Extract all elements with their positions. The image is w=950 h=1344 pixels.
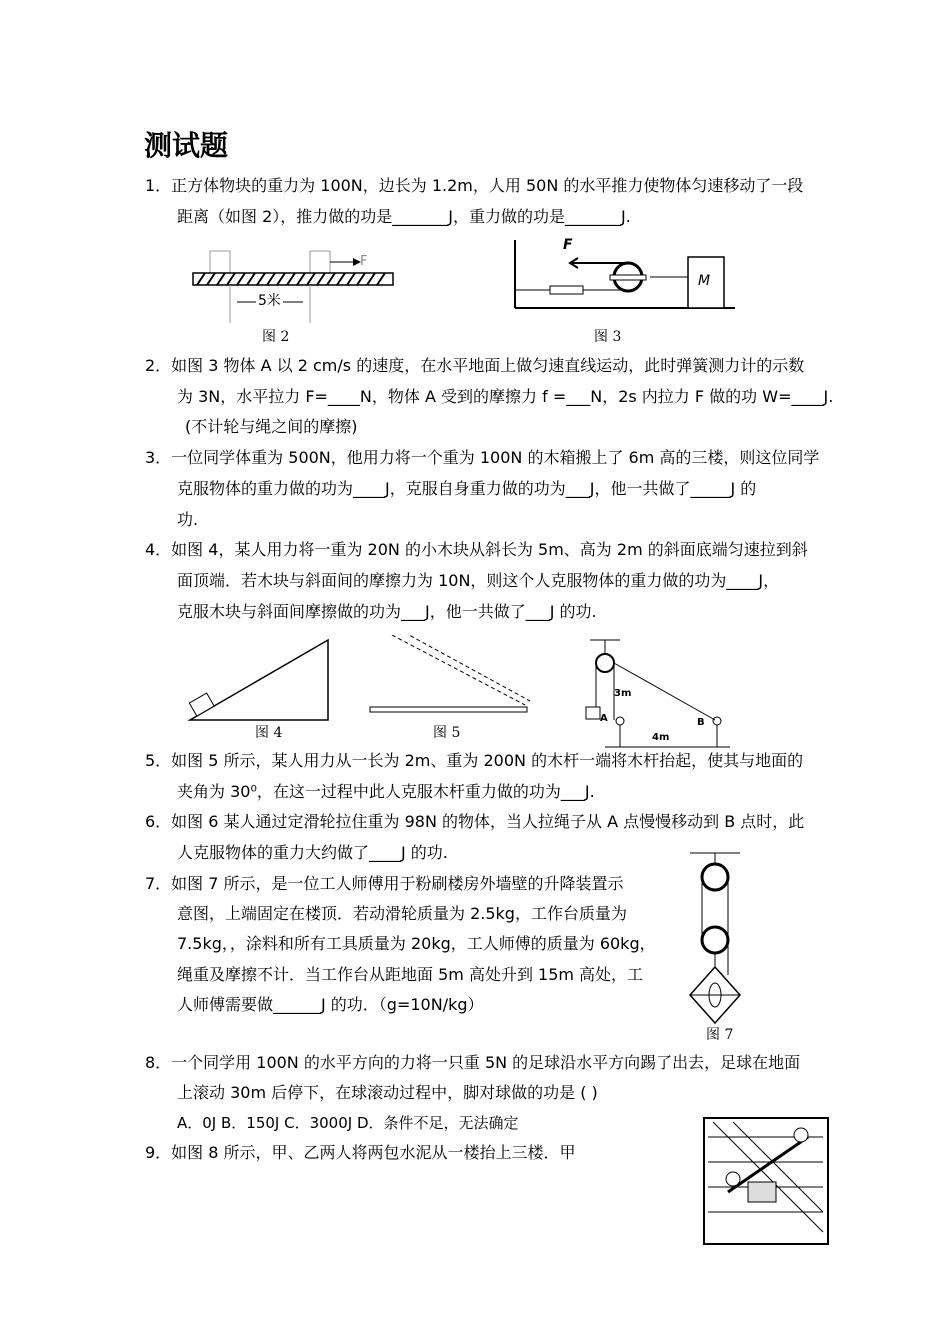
q7-line: 7．如图 7 所示，是一位工人师傅用于粉刷楼房外墙壁的升降装置示 (145, 874, 624, 893)
figure-6-height: 3m (614, 688, 632, 699)
figure-6-width: 4m (652, 732, 670, 743)
q6-line: 6．如图 6 某人通过定滑轮拉住重为 98N 的物体，当人拉绳子从 A 点慢慢移动到 B 点时，此 (145, 812, 805, 831)
q2-line: 2．如图 3 物体 A 以 2 cm/s 的速度，在水平地面上做匀速直线运动，此时弹簧测力计的示数 (145, 356, 805, 375)
figure-2-diagram (185, 245, 415, 325)
q7-line: 人师傅需要做______J 的功．（g=10N/kg） (177, 995, 484, 1014)
figure-6-point-a: A (600, 713, 608, 724)
q7-line: 7.5kg，，涂料和所有工具质量为 20kg，工人师傅的质量为 60kg， (177, 934, 656, 953)
figure-3-force: F (563, 237, 573, 253)
page-title: 测试题 (144, 129, 229, 162)
q7-line: 意图，上端固定在楼顶．若动滑轮质量为 2.5kg，工作台质量为 (177, 904, 627, 923)
q4-line: 克服木块与斜面间摩擦做的功为___J，他一共做了___J 的功. (177, 602, 597, 621)
figure-4-caption: 图 4 (255, 725, 283, 741)
q5-line: 5．如图 5 所示，某人用力从一长为 2m、重为 200N 的木杆一端将木杆抬起，使其与地面的 (145, 751, 804, 770)
q8-line: 上滚动 30m 后停下，在球滚动过程中，脚对球做的功是 ( ) (177, 1083, 598, 1102)
figure-3-mass: M (698, 273, 711, 289)
q4-line: 4．如图 4，某人用力将一重为 20N 的小木块从斜长为 5m、高为 2m 的斜面底端匀速拉到斜 (145, 540, 808, 559)
q3-line: 3．一位同学体重为 500N，他用力将一个重为 100N 的木箱搬上了 6m 高的三楼，则这位同学 (145, 448, 820, 467)
figure-2-distance: 5米 (256, 290, 283, 312)
figure-6-point-b: B (697, 717, 705, 728)
q5-line: 夹角为 30⁰，在这一过程中此人克服木杆重力做的功为___J. (177, 782, 595, 801)
q1-line: 距离（如图 2），推力做的功是_______J，重力做的功是_______J. (177, 207, 631, 226)
q1-line: 1．正方体物块的重力为 100N，边长为 1.2m，人用 50N 的水平推力使物体匀速移动了一段 (145, 176, 804, 195)
figure-7-diagram (685, 845, 745, 1025)
q6-line: 人克服物体的重力大约做了____J 的功. (177, 843, 448, 862)
q9-line: 9．如图 8 所示，甲、乙两人将两包水泥从一楼抬上三楼．甲 (145, 1143, 576, 1162)
q2-line: (不计轮与绳之间的摩擦) (185, 417, 358, 436)
svg-text:F: F (360, 254, 368, 269)
figure-8-illustration (703, 1117, 829, 1245)
q8-line: 8．一个同学用 100N 的水平方向的力将一只重 5N 的足球沿水平方向踢了出去，足球在地面 (145, 1053, 801, 1072)
figure-3-caption: 图 3 (594, 329, 622, 345)
q7-line: 绳重及摩擦不计．当工作台从距地面 5m 高处升到 15m 高处，工 (177, 965, 644, 984)
q3-line: 克服物体的重力做的功为____J，克服自身重力做的功为___J，他一共做了_____J 的 (177, 479, 757, 498)
q8-options: A．0J B．150J C．3000J D．条件不足，无法确定 (177, 1114, 519, 1132)
figure-5-caption: 图 5 (433, 725, 461, 741)
figure-7-caption: 图 7 (706, 1027, 734, 1043)
q4-line: 面顶端．若木块与斜面间的摩擦力为 10N，则这个人克服物体的重力做的功为____J， (177, 571, 780, 590)
figure-2-caption: 图 2 (262, 329, 290, 345)
q2-line: 为 3N，水平拉力 F=____N，物体 A 受到的摩擦力 f =___N，2s 内拉力 F 做的功 W=____J. (177, 387, 834, 406)
q3-line: 功. (177, 510, 199, 529)
